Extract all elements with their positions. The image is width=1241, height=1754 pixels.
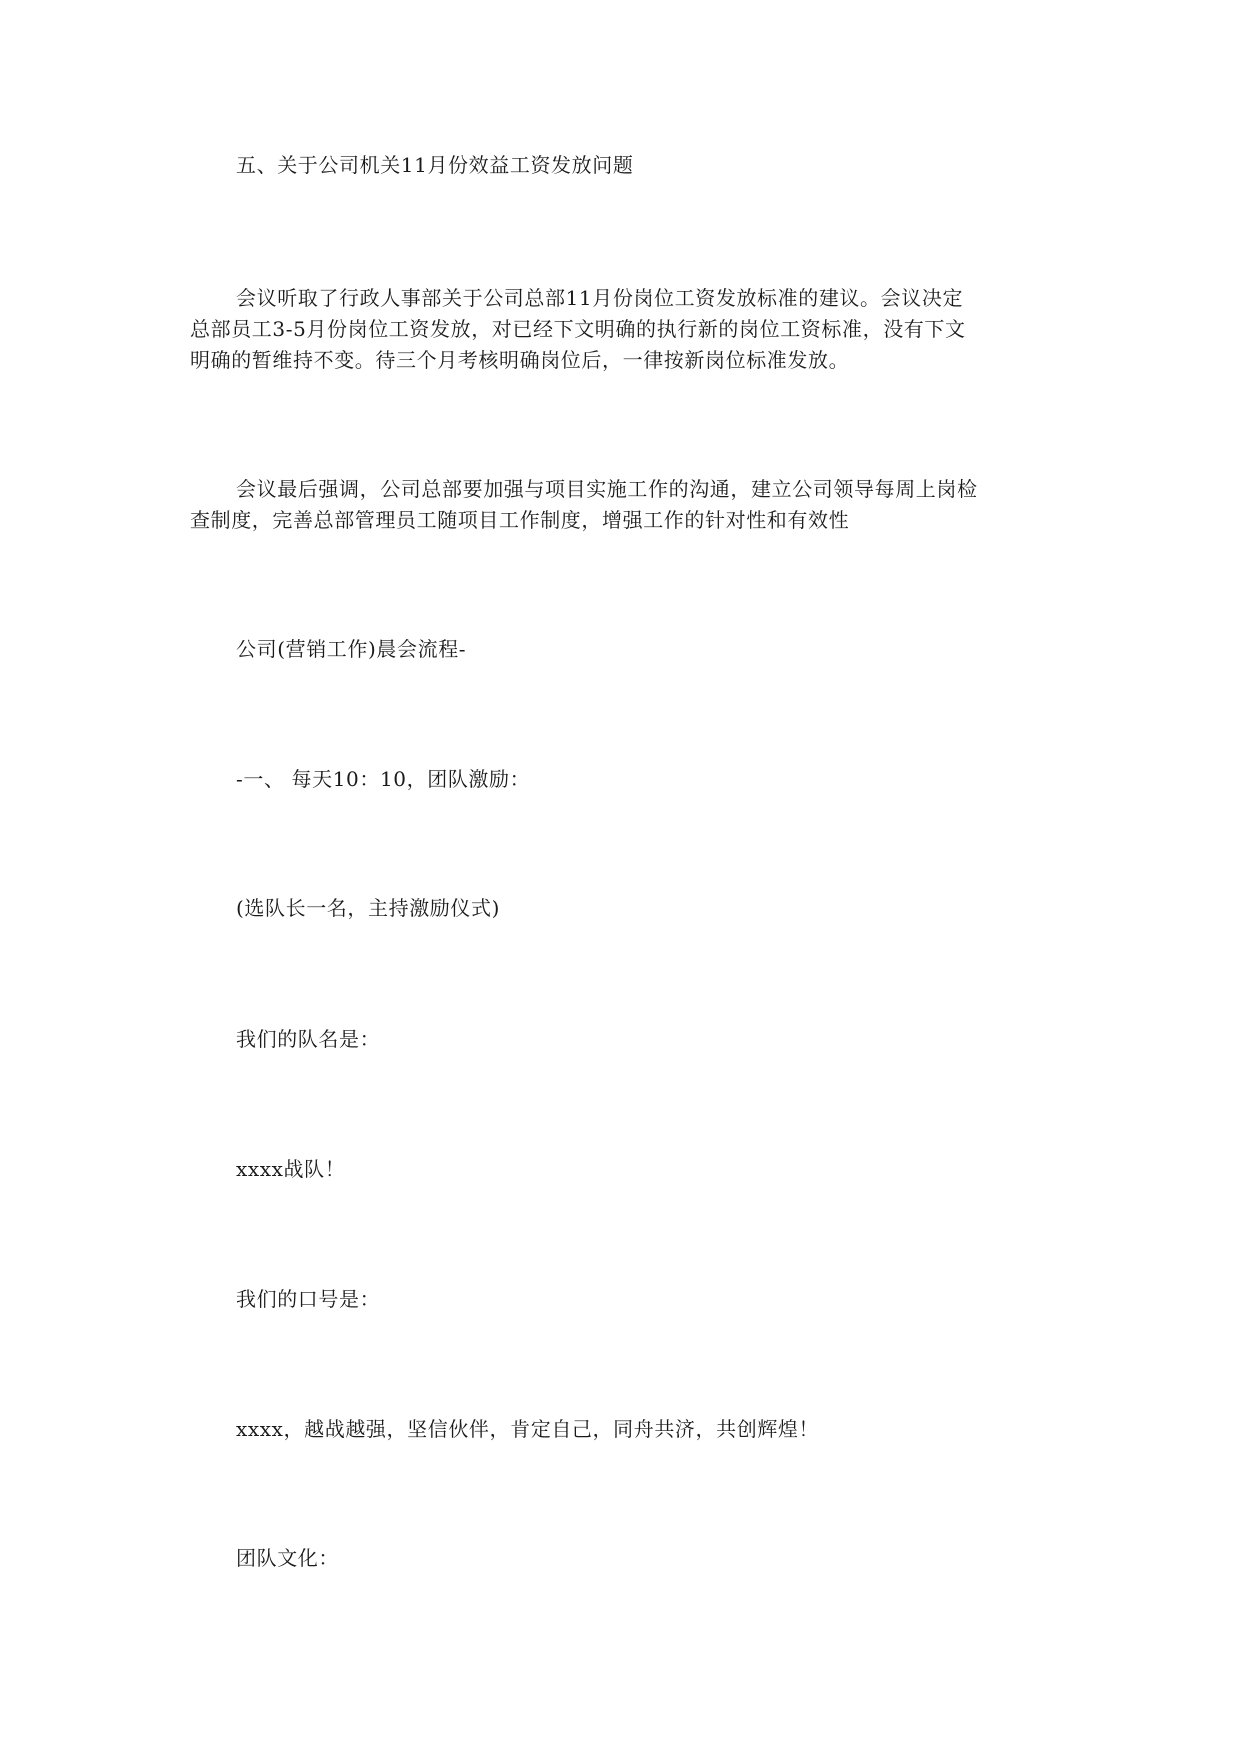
step-heading: -一、 每天10：10，团队激励： [236, 767, 531, 791]
paragraph-line: 明确的暂维持不变。待三个月考核明确岗位后，一律按新岗位标准发放。 [190, 348, 850, 372]
flow-title: 公司(营销工作)晨会流程- [236, 637, 467, 661]
paragraph-line: 查制度，完善总部管理员工随项目工作制度，增强工作的针对性和有效性 [190, 508, 850, 532]
paragraph-line: 会议最后强调，公司总部要加强与项目实施工作的沟通，建立公司领导每周上岗检 [236, 477, 978, 501]
team-name-label: 我们的队名是： [236, 1027, 381, 1051]
slogan-label: 我们的口号是： [236, 1287, 381, 1311]
step-note: (选队长一名，主持激励仪式) [236, 896, 501, 920]
slogan-value: xxxx，越战越强，坚信伙伴，肯定自己，同舟共济，共创辉煌！ [236, 1417, 820, 1441]
team-name-value: xxxx战队！ [236, 1157, 346, 1181]
paragraph-line: 会议听取了行政人事部关于公司总部11月份岗位工资发放标准的建议。会议决定 [236, 286, 964, 310]
paragraph-line: 总部员工3-5月份岗位工资发放，对已经下文明确的执行新的岗位工资标准，没有下文 [190, 317, 966, 341]
team-culture-label: 团队文化： [236, 1546, 339, 1570]
paragraph-closing-emphasis [190, 474, 1060, 536]
paragraph-salary-decision [190, 283, 1060, 376]
section-heading: 五、关于公司机关11月份效益工资发放问题 [236, 153, 634, 177]
